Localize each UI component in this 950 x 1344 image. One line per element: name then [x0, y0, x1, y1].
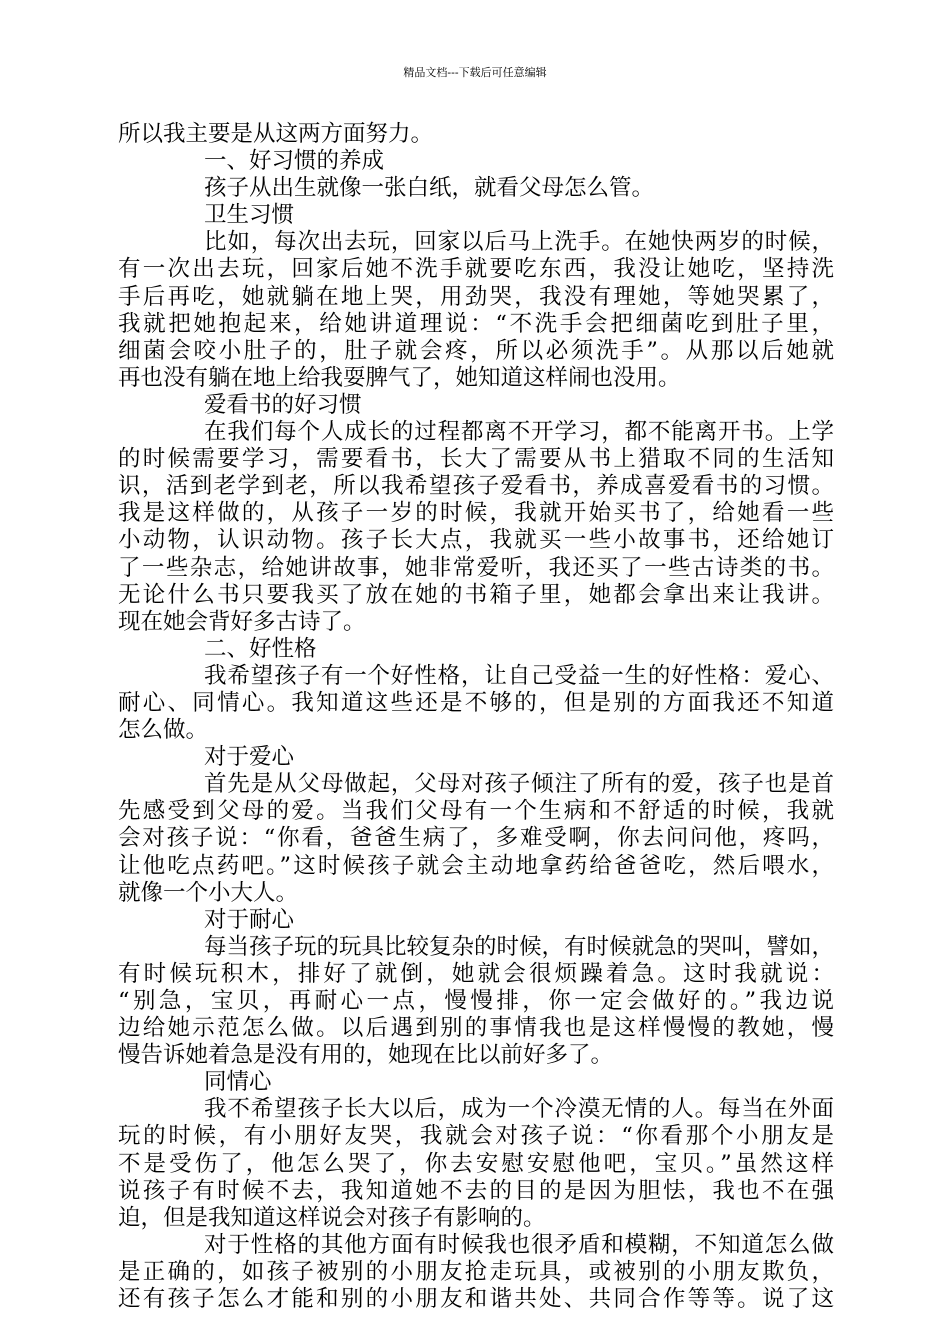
text-line: 还有孩子怎么才能和别的小朋友和谐共处、共同合作等等。说了这	[118, 1286, 834, 1313]
text-line: 爱看书的好习惯	[204, 391, 362, 418]
text-line: 对于爱心	[204, 744, 295, 771]
text-line: 手后再吃，她就躺在地上哭，用劲哭，我没有理她，等她哭累了，	[118, 283, 834, 310]
text-line: 每当孩子玩的玩具比较复杂的时候，有时候就急的哭叫，譬如，	[204, 933, 834, 960]
text-line: 所以我主要是从这两方面努力。	[118, 121, 434, 147]
text-line: 比如，每次出去玩，回家以后马上洗手。在她快两岁的时候，	[204, 229, 834, 256]
text-line: 小动物，认识动物。孩子长大点，我就买一些小故事书，还给她订	[118, 527, 834, 554]
text-line: 一、好习惯的养成	[204, 148, 385, 175]
text-line: 无论什么书只要我买了放在她的书箱子里，她都会拿出来让我讲。	[118, 581, 834, 608]
text-line: 边给她示范怎么做。以后遇到别的事情我也是这样慢慢的教她，慢	[118, 1015, 834, 1042]
text-line: 会对孩子说：“你看，爸爸生病了，多难受啊，你去问问他，疼吗，	[118, 825, 834, 852]
text-line: 首先是从父母做起，父母对孩子倾注了所有的爱，孩子也是首	[204, 771, 834, 798]
text-line: 耐心、同情心。我知道这些还是不够的，但是别的方面我还不知道	[118, 689, 834, 716]
text-line: 不是受伤了，他怎么哭了，你去安慰安慰他吧，宝贝。”虽然这样	[118, 1150, 834, 1177]
text-line: 了一些杂志，给她讲故事，她非常爱听，我还买了一些古诗类的书。	[118, 554, 834, 581]
text-line: 就像一个小大人。	[118, 879, 299, 906]
text-line: 现在她会背好多古诗了。	[118, 608, 366, 635]
text-line: 有一次出去玩，回家后她不洗手就要吃东西，我没让她吃，坚持洗	[118, 256, 834, 283]
text-line: 是正确的，如孩子被别的小朋友抢走玩具，或被别的小朋友欺负，	[118, 1258, 834, 1285]
page-header: 精品文档---下载后可任意编辑	[403, 66, 547, 79]
text-line: 同情心	[204, 1069, 272, 1096]
text-line: 先感受到父母的爱。当我们父母有一个生病和不舒适的时候，我就	[118, 798, 834, 825]
text-line: 孩子从出生就像一张白纸，就看父母怎么管。	[204, 175, 655, 202]
text-line: 二、好性格	[204, 635, 317, 662]
text-line: 再也没有躺在地上给我耍脾气了，她知道这样闹也没用。	[118, 364, 681, 391]
text-line: 细菌会咬小肚子的，肚子就会疼，所以必须洗手”。从那以后她就	[118, 337, 834, 364]
document-body	[118, 121, 834, 1313]
text-line: 让他吃点药吧。”这时候孩子就会主动地拿药给爸爸吃，然后喂水，	[118, 852, 834, 879]
text-line: 对于性格的其他方面有时候我也很矛盾和模糊，不知道怎么做	[204, 1231, 834, 1258]
text-line: 我希望孩子有一个好性格，让自己受益一生的好性格：爱心、	[204, 662, 834, 689]
text-line: 我是这样做的，从孩子一岁的时候，我就开始买书了，给她看一些	[118, 500, 834, 527]
text-line: 的时候需要学习，需要看书，长大了需要从书上猎取不同的生活知	[118, 446, 834, 473]
text-line: 对于耐心	[204, 906, 295, 933]
text-line: 怎么做。	[118, 717, 209, 744]
text-line: 说孩子有时候不去，我知道她不去的目的是因为胆怯，我也不在强	[118, 1177, 834, 1204]
text-line: 卫生习惯	[204, 202, 295, 229]
text-line: 玩的时候，有小朋好友哭，我就会对孩子说：“你看那个小朋友是	[118, 1123, 834, 1150]
text-line: 我不希望孩子长大以后，成为一个冷漠无情的人。每当在外面	[204, 1096, 834, 1123]
text-line: 识，活到老学到老，所以我希望孩子爱看书，养成喜爱看书的习惯。	[118, 473, 834, 500]
text-line: “别急，宝贝，再耐心一点，慢慢排，你一定会做好的。”我边说	[118, 988, 834, 1014]
text-line: 在我们每个人成长的过程都离不开学习，都不能离开书。上学	[204, 419, 834, 446]
text-line: 迫，但是我知道这样说会对孩子有影响的。	[118, 1204, 546, 1231]
text-line: 我就把她抱起来，给她讲道理说：“不洗手会把细菌吃到肚子里，	[118, 310, 834, 337]
text-line: 有时候玩积木，排好了就倒，她就会很烦躁着急。这时我就说：	[118, 960, 834, 987]
text-line: 慢告诉她着急是没有用的，她现在比以前好多了。	[118, 1042, 614, 1069]
